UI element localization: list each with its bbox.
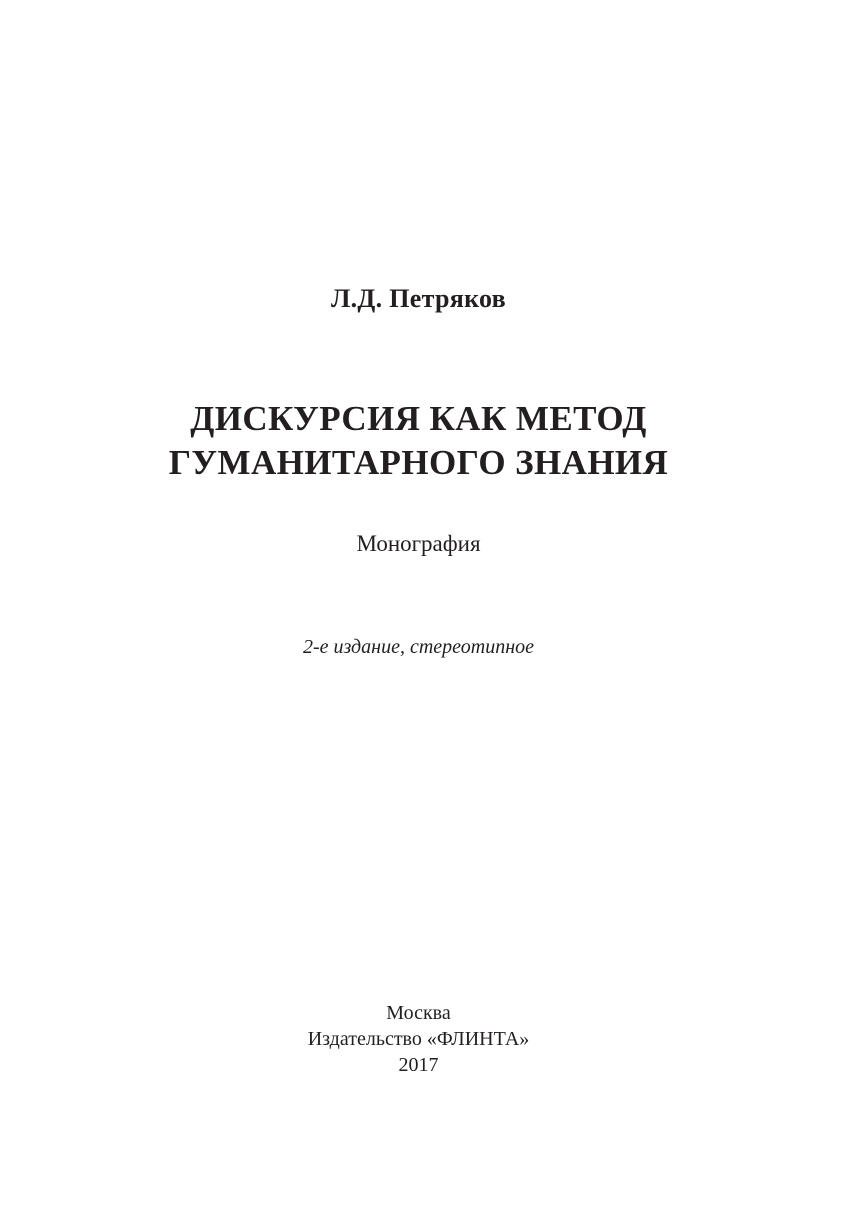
book-genre: Монография [356, 531, 481, 556]
author-name: Л.Д. Петряков [330, 284, 507, 313]
imprint-year: 2017 [398, 1054, 439, 1076]
book-title [0, 397, 837, 485]
imprint-city: Москва [386, 1002, 451, 1024]
imprint-publisher: Издательство «ФЛИНТА» [307, 1028, 530, 1050]
imprint [0, 1000, 837, 1078]
edition-note: 2-е издание, стереотипное [302, 636, 535, 658]
book-title-line-2: ГУМАНИТАРНОГО ЗНАНИЯ [168, 443, 669, 482]
book-title-line-1: ДИСКУРСИЯ КАК МЕТОД [190, 399, 647, 438]
